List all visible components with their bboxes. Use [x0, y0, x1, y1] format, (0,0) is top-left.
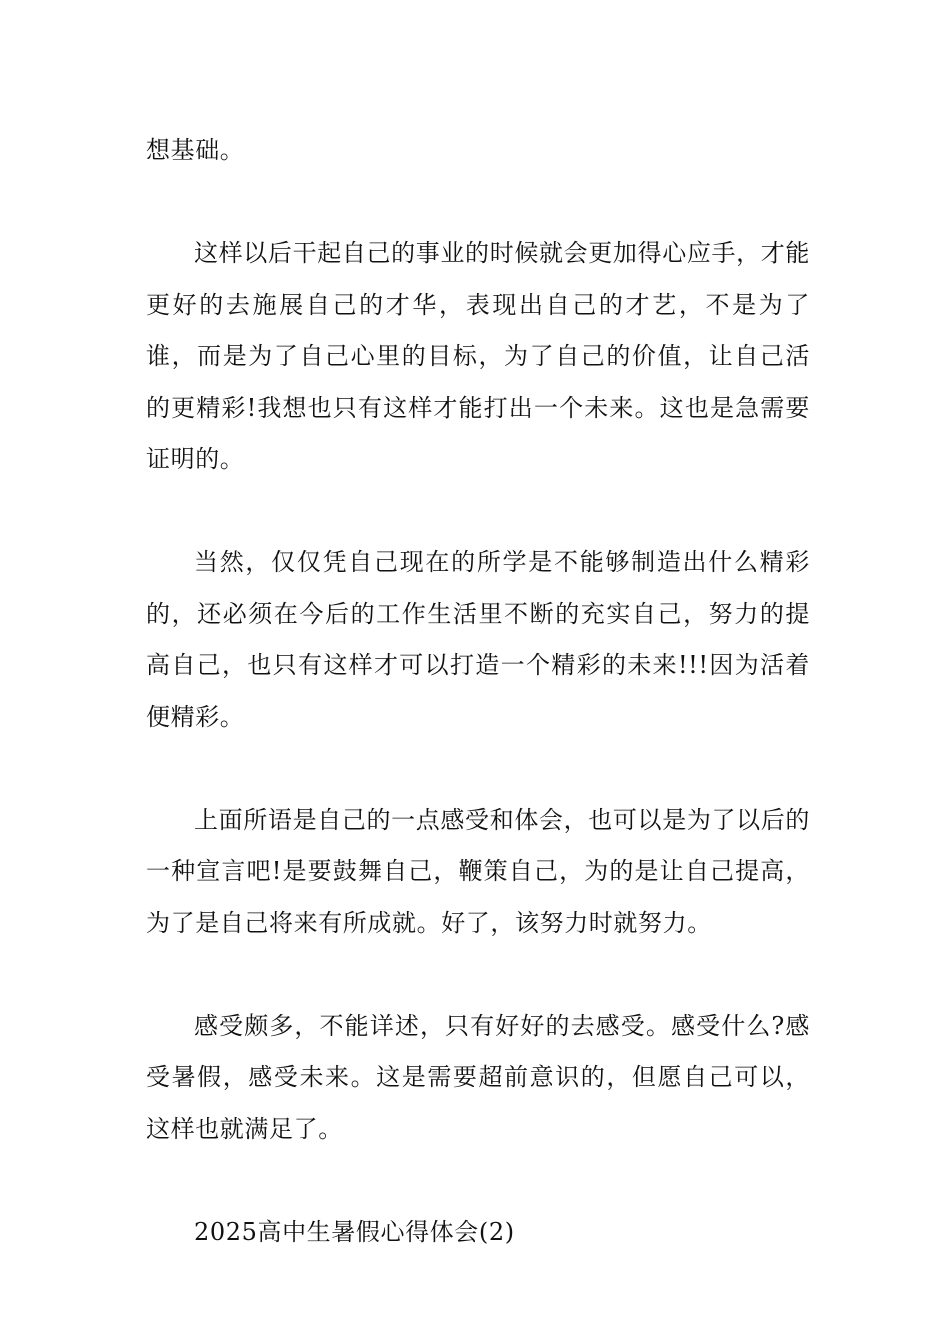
document-page: [146, 125, 810, 1310]
paragraph-career: 这样以后干起自己的事业的时候就会更加得心应手，才能更好的去施展自己的才华，表现出自己的才艺，不是为了谁，而是为了自己心里的目标，为了自己的价值，让自己活的更精彩!我想也只有这样才能打出一个未来。这也是急需要证明的。: [146, 239, 810, 473]
paragraph-continuation: 想基础。: [146, 136, 245, 164]
paragraph-declaration: 上面所语是自己的一点感受和体会，也可以是为了以后的一种宣言吧!是要鼓舞自己，鞭策自己，为的是让自己提高，为了是自己将来有所成就。好了，该努力时就努力。: [146, 805, 810, 937]
paragraph-self-improvement: 当然，仅仅凭自己现在的所学是不能够制造出什么精彩的，还必须在今后的工作生活里不断的充实自己，努力的提高自己，也只有这样才可以打造一个精彩的未来!!!因为活着便精彩。: [146, 548, 810, 731]
paragraph-feelings: 感受颇多，不能详述，只有好好的去感受。感受什么?感受暑假，感受未来。这是需要超前意识的，但愿自己可以，这样也就满足了。: [146, 1011, 810, 1143]
section-heading: 2025高中生暑假心得体会(2): [194, 1217, 515, 1246]
